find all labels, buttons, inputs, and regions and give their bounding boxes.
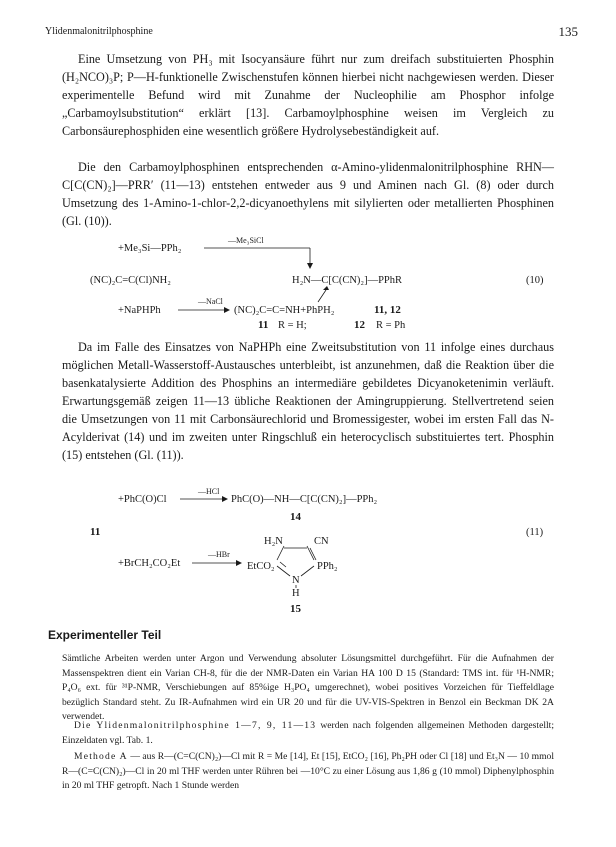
- paragraph-carbamoylphosphine: Eine Umsetzung von PH₃ mit Isocyansäure führt nur zum dreifach substituierten Phosphin (H₂NCO)₃P; P—H-funktionelle Zwischenstufen können hierbei nicht nachgewiesen werden. Dieser experimentelle Befund wird mit Zunahme der Nucleophilie am Phosphor infolge „Carbamoylsubstitution“ erklärt [13]. Carbamoylphosphine weisen im Vergleich zu Carbonsäurephosphiden eine wesentlich größere Hydrolysebeständigkeit auf.: [62, 52, 554, 138]
- method-a-label: Methode A: [74, 751, 128, 762]
- experimental-method-a: [62, 750, 554, 794]
- section-heading-experimental: Experimenteller Teil: [48, 628, 162, 642]
- scheme11-equation-number: (11): [526, 527, 544, 538]
- scheme11-arrow-top-head: [222, 496, 228, 502]
- scheme11-byproduct-bottom: —HBr: [208, 550, 230, 559]
- scheme10-product: H₂N—C[C(CN)₂]—PPhR: [292, 275, 402, 286]
- scheme10-reagent-bottom: +NaPHPh: [118, 305, 161, 316]
- scheme11-byproduct-top: —HCl: [198, 487, 220, 496]
- scheme11-reagent-top: +PhC(O)Cl: [118, 494, 167, 505]
- pyrrole-ring-structure: [247, 536, 338, 599]
- scheme11-label-bottom: 15: [290, 603, 301, 615]
- scheme10-byproduct-bottom: —NaCl: [198, 297, 223, 306]
- scheme11-arrow-bottom-head: [236, 560, 242, 566]
- ring-bond-left-upper: [277, 546, 284, 560]
- ring-bond-right-upper: [307, 546, 314, 560]
- scheme10-reagent-top: +Me₃Si—PPh₂: [118, 243, 182, 254]
- ring-bond-left-double: [280, 562, 286, 567]
- ring-etco2-label: EtCO₂: [247, 561, 275, 572]
- scheme10-compounds: 11, 12: [374, 304, 401, 316]
- scheme10-legend-11: 11: [258, 319, 269, 331]
- experimental-compound-lead: Die Ylidenmalonitrilphosphine 1—7, 9, 11—13: [74, 720, 317, 731]
- scheme10-byproduct-top: —Me₃SiCl: [228, 236, 264, 245]
- method-a-text: — aus R—(C=C(CN)₂)—Cl mit R = Me [14], Et [15], EtCO₂ [16], Ph₂PH oder Cl [18] und Et₃N — 10 mmol R—(C=C(CN)₂)—Cl in 20 ml THF werden unter Rühren bei —10°C zu einer Lösung aus 1,86 g (10 mmol) Diphenylphosphin in 20 ml THF getropft. Nach 1 Stunde werden: [62, 751, 554, 792]
- page-number: 135: [558, 24, 578, 39]
- scheme11-label-top: 14: [290, 511, 301, 523]
- paragraph-naphph: Da im Falle des Einsatzes von NaPHPh eine Zweitsubstitution von 11 infolge eines durchaus möglichen Metall-Wasserstoff-Austausches unterbleibt, ist anzunehmen, daß die Reaktion über die basenkatalysierte Addition des Phosphins an intermediäre gebildetes Dicyanoketenimin verläuft. Erwartungsgemäß zeigen 11—13 übliche Reaktionen der Amingruppierung. Stellvertretend seien die Umsetzungen von 11 mit Carbonsäurechlorid und Bromessigester, wobei im ersten Fall das N-Acylderivat (14) und im zweiten unter Ringschluß ein heterocyclisch substituiertes tert. Phosphin (15) entstehen (Gl. (11)).: [62, 340, 554, 462]
- scheme10-intermediate: (NC)₂C=C=NH+PhPH₂: [234, 305, 335, 316]
- ring-cn-label: CN: [314, 536, 329, 547]
- scheme10-equation-number: (10): [526, 275, 544, 286]
- running-head: Ylidenmalonitrilphosphine: [45, 26, 153, 37]
- ring-bond-left-lower: [277, 566, 290, 576]
- scheme11-start: 11: [90, 526, 101, 538]
- experimental-compound-prep: [62, 719, 554, 748]
- scheme10-legend-11-r: R = H;: [278, 320, 307, 331]
- ring-n-label: N: [292, 575, 300, 586]
- ring-pph2-label: PPh₂: [317, 561, 338, 572]
- paragraph-amino-ylidene: Die den Carbamoylphosphinen entsprechenden α-Amino-ylidenmalonitrilphosphine RHN—C[C(CN)₂]—PRR′ (11—13) entstehen entweder aus 9 und Aminen nach Gl. (8) oder durch Umsetzung des 1-Amino-1-chlor-2,2-dicyanoethylens mit silylierten oder metallierten Phosphinen (Gl. (10)).: [62, 160, 554, 228]
- experimental-compound-rest: werden nach folgenden allgemeinen Methoden dargestellt; Einzeldaten vgl. Tab. 1.: [62, 720, 554, 746]
- scheme11-product-top: PhC(O)—NH—C[C(CN)₂]—PPh₂: [231, 494, 378, 505]
- ring-bond-right-lower: [301, 566, 314, 576]
- scheme10-start: (NC)₂C=C(Cl)NH₂: [90, 275, 171, 286]
- ring-h-label: H: [292, 588, 300, 599]
- scheme11-reagent-bottom: +BrCH₂CO₂Et: [118, 558, 181, 569]
- ring-h2n-label: H₂N: [264, 536, 283, 547]
- scheme10-legend-12: 12: [354, 319, 365, 331]
- experimental-general-methods: Sämtliche Arbeiten werden unter Argon und Verwendung absoluter Lösungsmittel durchgeführt. Für die Aufnahmen der Massenspektren dient ein Varian CH-8, für die der NMR-Daten ein Varian HA 100 D 15 (Standard: TMS int. für ¹H-NMR; P₄O₆ ext. für ³¹P-NMR, Verschiebungen auf 85%ige H₃PO₄ umgerechnet), wobei positives Vorzeichen für Tieffeldlage bezüglich Standard steht. Zu IR-Aufnahmen wird ein UR 20 und für die UV-VIS-Spektren in Benzol ein Beckman DK 2A verwendet.: [62, 653, 554, 723]
- scheme10-legend-12-r: R = Ph: [376, 320, 406, 331]
